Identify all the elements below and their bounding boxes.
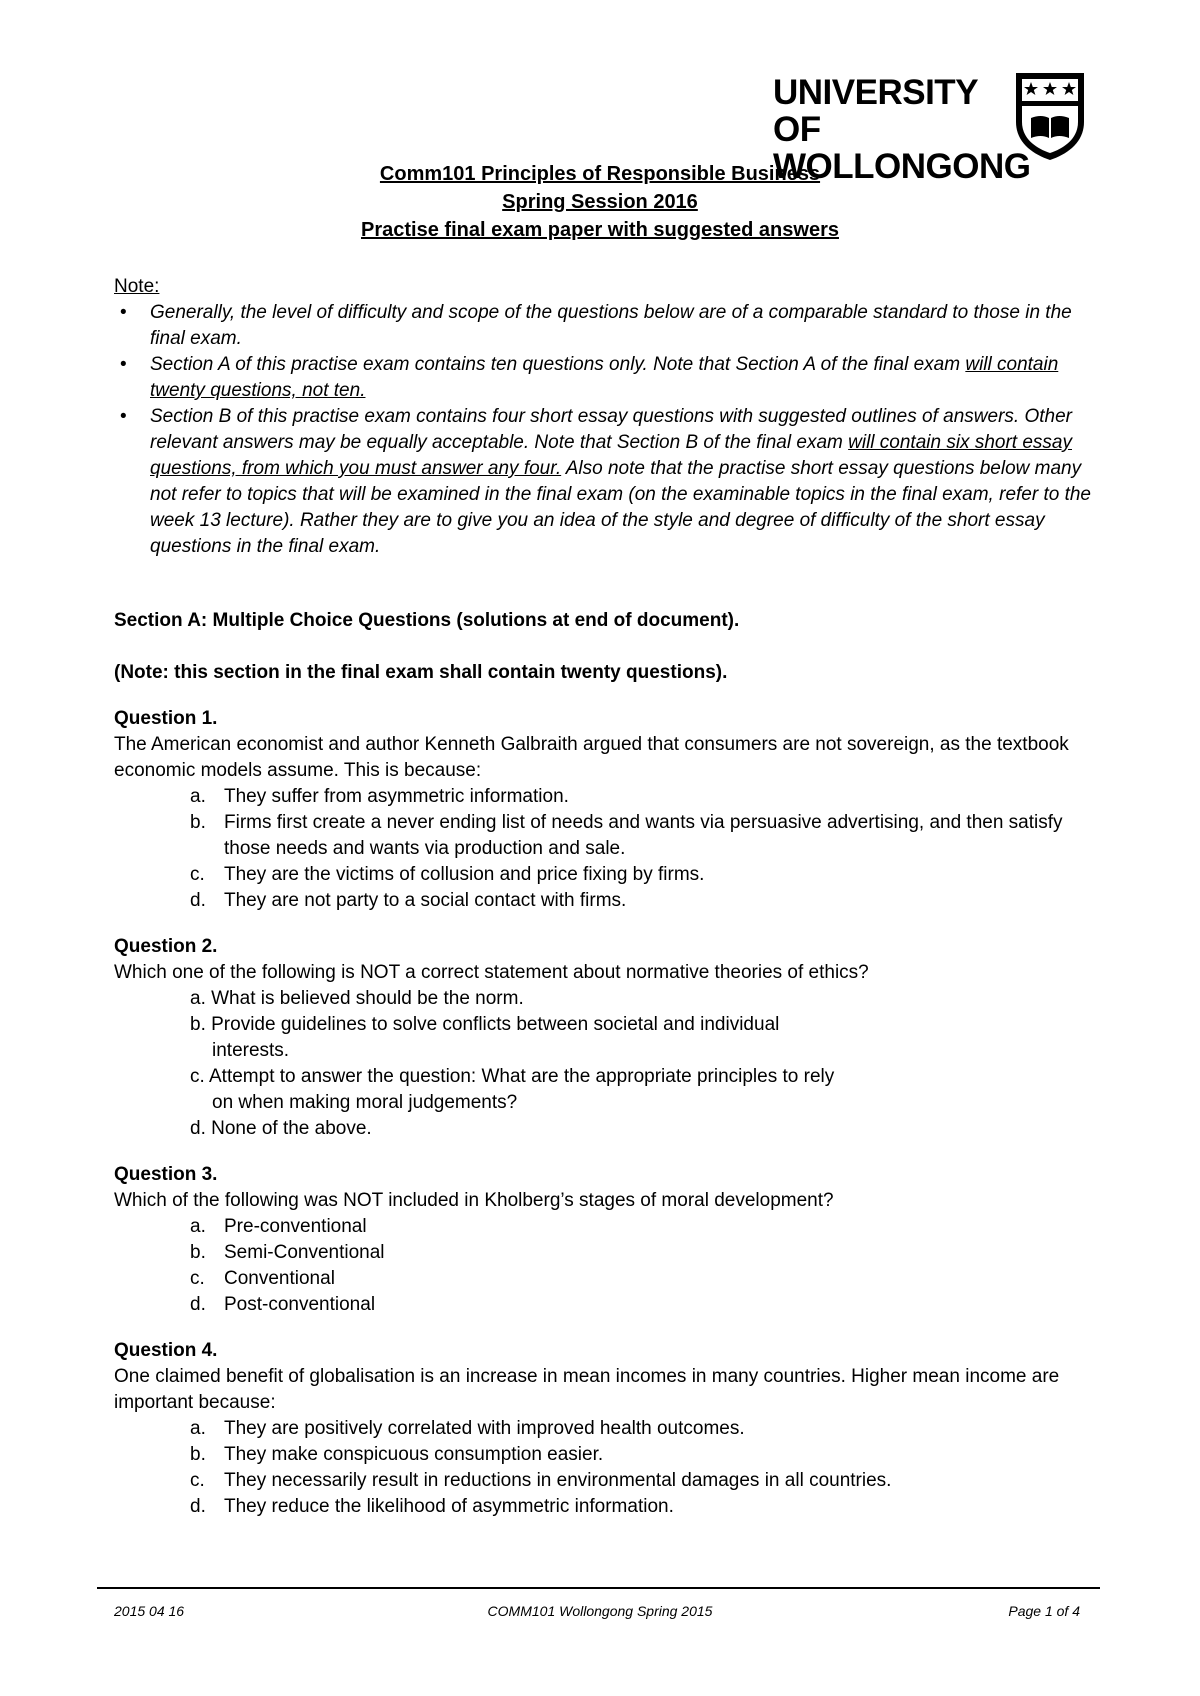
question-4-option-d bbox=[114, 1494, 1104, 1520]
section-a-note: (Note: this section in the final exam shall contain twenty questions). bbox=[114, 662, 728, 683]
question-2-text: Which one of the following is NOT a correct statement about normative theories of ethics? bbox=[114, 962, 869, 983]
option-letter: c. bbox=[190, 1268, 205, 1289]
footer-page-number: Page 1 of 4 bbox=[1008, 1603, 1080, 1619]
question-2-option-d bbox=[114, 1116, 1104, 1142]
option-letter: a. bbox=[190, 786, 206, 807]
option-text: They necessarily result in reductions in environmental damages in all countries. bbox=[224, 1470, 892, 1491]
course-title: Comm101 Principles of Responsible Business bbox=[379, 163, 821, 185]
question-1-option-d bbox=[114, 888, 1104, 914]
logo-line-1: UNIVERSITY OF bbox=[773, 73, 978, 149]
note-bullet-1-text: Generally, the level of difficulty and scope of the questions below are of a comparable standard to those in the final exam. bbox=[150, 302, 1072, 349]
option-text-continued: on when making moral judgements? bbox=[212, 1092, 518, 1113]
option-text: Semi-Conventional bbox=[224, 1242, 385, 1263]
option-letter: d. bbox=[190, 1294, 206, 1315]
option-text: b. Provide guidelines to solve conflicts between societal and individual bbox=[190, 1014, 780, 1035]
document-body bbox=[114, 274, 1104, 1520]
session-title: Spring Session 2016 bbox=[502, 191, 698, 213]
option-letter: a. bbox=[190, 1216, 206, 1237]
logo-line-2: WOLLONGONG bbox=[773, 147, 1031, 186]
question-4-text: One claimed benefit of globalisation is an increase in mean incomes in many countries. Higher mean income are important because: bbox=[114, 1366, 1060, 1413]
question-1-options bbox=[114, 784, 1104, 914]
paper-subtitle: Practise final exam paper with suggested answers bbox=[361, 219, 839, 241]
note-bullet-3-text: Section B of this practise exam contains four short essay questions with suggested outlines of answers. Other relevant answers may be equally acceptable. Note that Section B of the final exam bbox=[150, 406, 1072, 453]
note-bullet-3-tail: Also note that the practise short essay questions below many not refer to topics that will be examined in the final exam (on the examinable topics in the final exam, refer to the week 13 lecture). Rather they are to give you an idea of the style and degree of difficulty of the short essay questions in the final exam. bbox=[150, 458, 1092, 557]
note-bullet-1 bbox=[150, 300, 1104, 352]
question-3-option-c bbox=[114, 1266, 1104, 1292]
question-4-options bbox=[114, 1416, 1104, 1520]
option-text: They are positively correlated with improved health outcomes. bbox=[224, 1418, 745, 1439]
option-text-continued: interests. bbox=[212, 1040, 290, 1061]
question-4-option-a bbox=[114, 1416, 1104, 1442]
note-label: Note: bbox=[114, 276, 160, 297]
question-2-option-b bbox=[114, 1012, 1104, 1064]
option-letter: b. bbox=[190, 812, 206, 833]
option-text: d. None of the above. bbox=[190, 1118, 372, 1139]
option-letter: b. bbox=[190, 1242, 206, 1263]
question-3-option-d bbox=[114, 1292, 1104, 1318]
question-3-option-a bbox=[114, 1214, 1104, 1240]
question-2-options bbox=[114, 986, 1104, 1142]
question-4-option-c bbox=[114, 1468, 1104, 1494]
question-3-title: Question 3. bbox=[114, 1164, 218, 1185]
question-4-title: Question 4. bbox=[114, 1340, 218, 1361]
option-letter: c. bbox=[190, 1470, 205, 1491]
option-text: c. Attempt to answer the question: What are the appropriate principles to rely bbox=[190, 1066, 835, 1087]
question-1-option-c bbox=[114, 862, 1104, 888]
option-text: They reduce the likelihood of asymmetric information. bbox=[224, 1496, 674, 1517]
footer-divider bbox=[97, 1587, 1100, 1589]
option-text: Firms first create a never ending list of needs and wants via persuasive advertising, and then satisfy those needs and wants via production and sale. bbox=[224, 812, 1063, 859]
option-letter: d. bbox=[190, 890, 206, 911]
option-letter: c. bbox=[190, 864, 205, 885]
question-3-text: Which of the following was NOT included in Kholberg’s stages of moral development? bbox=[114, 1190, 834, 1211]
option-letter: a. bbox=[190, 1418, 206, 1439]
note-bullet-2 bbox=[150, 352, 1104, 404]
note-list bbox=[114, 300, 1104, 560]
note-bullet-2-text: Section A of this practise exam contains ten questions only. Note that Section A of the final exam bbox=[150, 354, 966, 375]
question-2-title: Question 2. bbox=[114, 936, 218, 957]
question-3-options bbox=[114, 1214, 1104, 1318]
question-1-option-b bbox=[114, 810, 1104, 862]
option-text: a. What is believed should be the norm. bbox=[190, 988, 524, 1009]
question-1-text: The American economist and author Kenneth Galbraith argued that consumers are not sovereign, as the textbook economic models assume. This is because: bbox=[114, 734, 1069, 781]
note-bullet-2-underlined: will contain twenty questions, not ten. bbox=[150, 354, 1059, 401]
document-title-block bbox=[0, 160, 1200, 244]
question-3-option-b bbox=[114, 1240, 1104, 1266]
note-bullet-3 bbox=[150, 404, 1104, 560]
question-4-option-b bbox=[114, 1442, 1104, 1468]
option-text: They suffer from asymmetric information. bbox=[224, 786, 569, 807]
option-text: Post-conventional bbox=[224, 1294, 376, 1315]
section-a-heading: Section A: Multiple Choice Questions (solutions at end of document). bbox=[114, 610, 740, 631]
option-letter: b. bbox=[190, 1444, 206, 1465]
university-logo bbox=[773, 70, 1093, 186]
crest-icon bbox=[1013, 70, 1087, 162]
question-2-option-c bbox=[114, 1064, 1104, 1116]
option-text: They are the victims of collusion and price fixing by firms. bbox=[224, 864, 705, 885]
footer-course: COMM101 Wollongong Spring 2015 bbox=[487, 1603, 713, 1619]
question-1-option-a bbox=[114, 784, 1104, 810]
note-bullet-3-underlined: will contain six short essay questions, from which you must answer any four. bbox=[150, 432, 1072, 479]
option-text: They are not party to a social contact with firms. bbox=[224, 890, 627, 911]
question-2-option-a bbox=[114, 986, 1104, 1012]
option-text: Pre-conventional bbox=[224, 1216, 367, 1237]
question-1-title: Question 1. bbox=[114, 708, 218, 729]
option-text: They make conspicuous consumption easier. bbox=[224, 1444, 604, 1465]
footer-date: 2015 04 16 bbox=[114, 1603, 185, 1619]
option-text: Conventional bbox=[224, 1268, 335, 1289]
option-letter: d. bbox=[190, 1496, 206, 1517]
